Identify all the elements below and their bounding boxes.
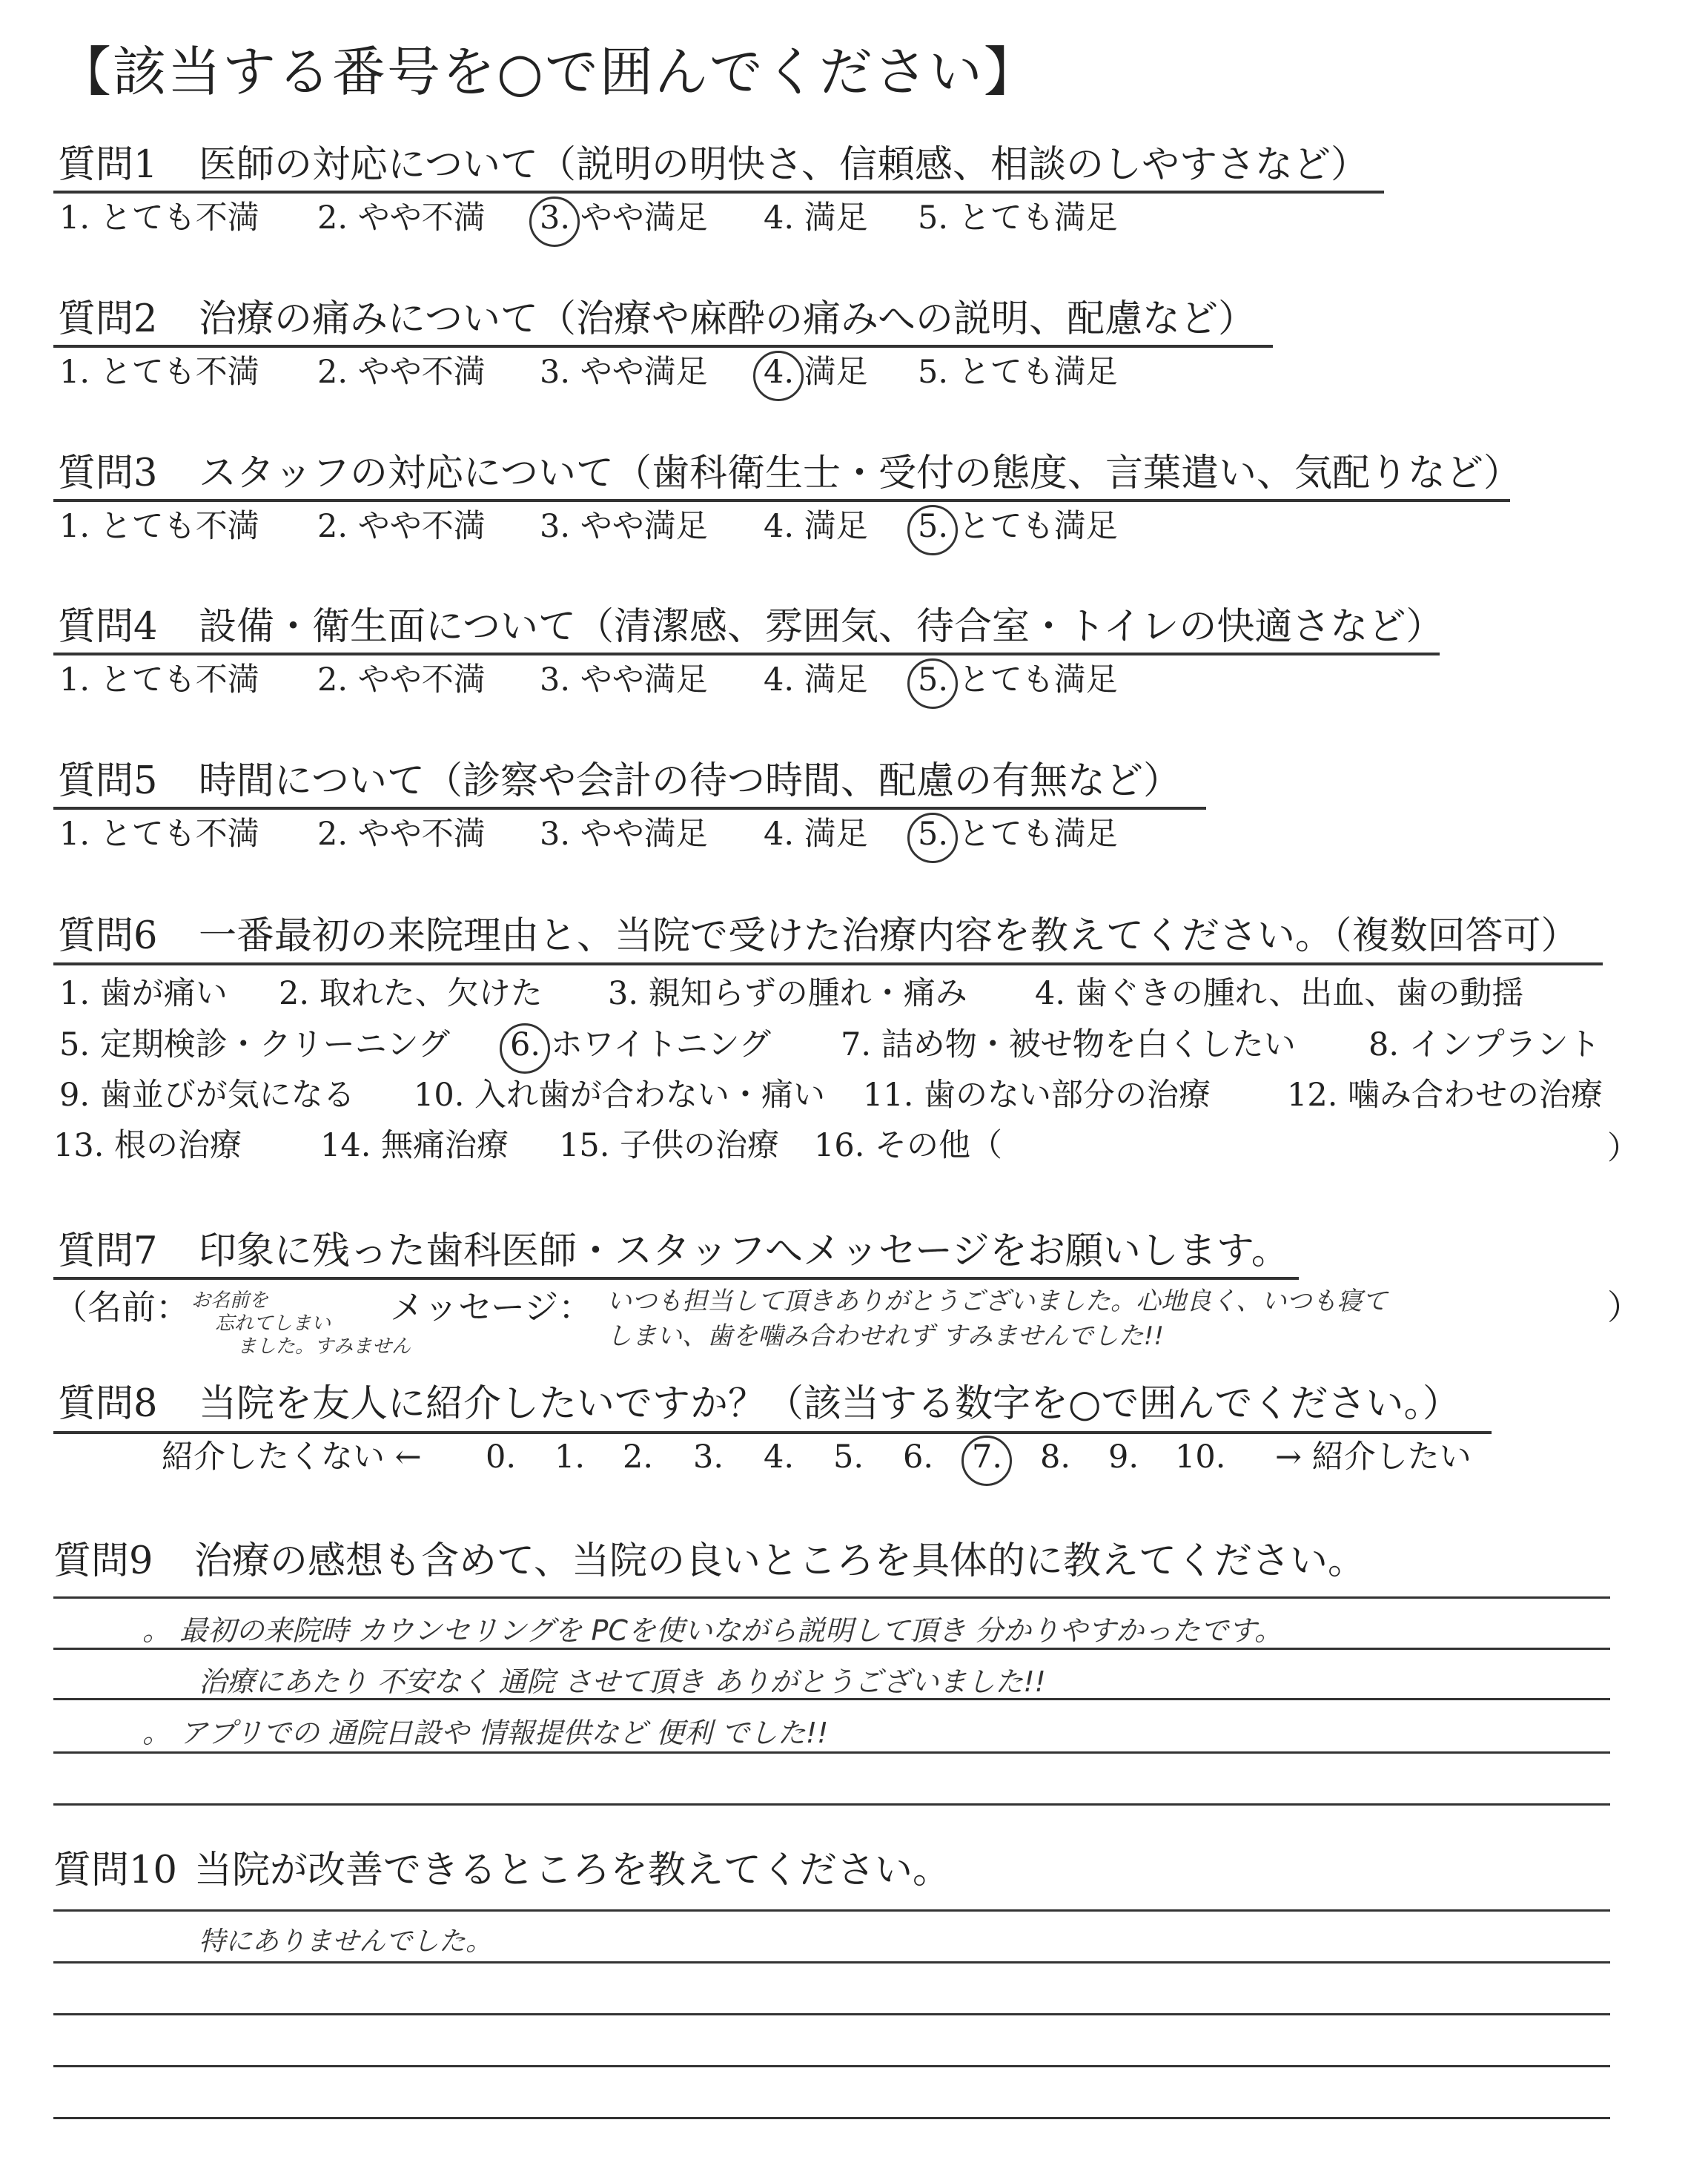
q3-label: 質問3 — [58, 452, 158, 495]
q9-line-4 — [53, 1751, 1610, 1754]
q1-option-2[interactable]: 2. やや不満 — [317, 199, 486, 237]
q7-text: 印象に残った歯科医師・スタッフへメッセージをお願いします。 — [199, 1229, 1289, 1273]
q7-message-label: メッセージ： — [390, 1287, 593, 1327]
q7-name-line3: ました。すみません — [237, 1335, 411, 1358]
q8-text: 当院を友人に紹介したいですか？（該当する数字を○で囲んでください。） — [199, 1382, 1461, 1426]
q1-text: 医師の対応について（説明の明快さ、信頼感、相談のしやすさなど） — [199, 143, 1368, 187]
q6-option[interactable]: 15. 子供の治療 — [559, 1127, 780, 1164]
q9-text: 治療の感想も含めて、当院の良いところを具体的に教えてください。 — [194, 1539, 1366, 1583]
q6-option[interactable]: 3. 親知らずの腫れ・痛み — [608, 975, 967, 1012]
q6-option[interactable]: 10. 入れ歯が合わない・痛い — [414, 1077, 826, 1114]
q8-scale-option[interactable]: 9. — [1108, 1439, 1139, 1476]
q1-option-1[interactable]: 1. とても不満 — [59, 199, 259, 237]
q7-underline — [53, 1277, 1299, 1280]
q1-option-5[interactable]: 5. とても満足 — [918, 199, 1118, 237]
q7-name-label: （名前： — [53, 1287, 190, 1327]
q10-answer-line-1: 特にありませんでした。 — [199, 1926, 493, 1957]
q6-label: 質問6 — [58, 914, 158, 958]
q2-option-4[interactable]: 4. 満足 — [764, 354, 868, 391]
q3-option-5[interactable]: 5. とても満足 — [918, 508, 1118, 545]
q2-option-2[interactable]: 2. やや不満 — [317, 354, 486, 391]
q10-text: 当院が改善できるところを教えてください。 — [194, 1849, 951, 1892]
q7-message-line1: いつも担当して頂きありがとうございました。心地良く、いつも寝て — [606, 1287, 1388, 1316]
q8-scale-option[interactable]: 10. — [1175, 1439, 1226, 1476]
q8-right-label: → 紹介したい — [1275, 1439, 1472, 1476]
q6-option[interactable]: 12. 噛み合わせの治療 — [1287, 1077, 1603, 1114]
q2-option-1[interactable]: 1. とても不満 — [59, 354, 259, 391]
q2-label: 質問2 — [58, 297, 158, 341]
q5-option-2[interactable]: 2. やや不満 — [317, 816, 486, 853]
q8-scale-option[interactable]: 8. — [1040, 1439, 1071, 1476]
q1-heading — [58, 142, 1368, 188]
q5-label: 質問5 — [58, 759, 158, 803]
q7-name-line2: 忘れてしまい — [215, 1312, 331, 1335]
q4-option-3[interactable]: 3. やや満足 — [540, 661, 708, 698]
q3-text: スタッフの対応について（歯科衛生士・受付の態度、言葉遣い、気配りなど） — [199, 452, 1521, 495]
q2-text: 治療の痛みについて（治療や麻酔の痛みへの説明、配慮など） — [199, 297, 1256, 341]
q6-option[interactable]: 13. 根の治療 — [53, 1127, 242, 1164]
q3-option-1[interactable]: 1. とても不満 — [59, 508, 259, 545]
q6-option[interactable]: 6. ホワイトニング — [510, 1026, 771, 1063]
q6-option[interactable]: 4. 歯ぐきの腫れ、出血、歯の動揺 — [1035, 975, 1524, 1012]
q9-heading — [53, 1539, 1366, 1585]
q9-answer-line-1: 。 最初の来院時 カウンセリングを PCを使いながら説明して頂き 分かりやすかったです。 — [142, 1614, 1282, 1647]
q5-option-1[interactable]: 1. とても不満 — [59, 816, 259, 853]
q6-underline — [53, 962, 1603, 965]
q1-label: 質問1 — [58, 143, 158, 187]
q10-line-4 — [53, 2065, 1610, 2067]
q8-scale-option[interactable]: 0. — [486, 1439, 517, 1476]
q3-option-3[interactable]: 3. やや満足 — [540, 508, 708, 545]
q5-text: 時間について（診察や会計の待つ時間、配慮の有無など） — [199, 759, 1181, 803]
q4-option-1[interactable]: 1. とても不満 — [59, 661, 259, 698]
q2-option-3[interactable]: 3. やや満足 — [540, 354, 708, 391]
page-title: 【該当する番号を○で囲んでください】 — [58, 41, 1039, 103]
q10-heading — [53, 1848, 950, 1894]
q3-underline — [53, 499, 1510, 502]
q8-underline — [53, 1431, 1492, 1434]
q8-scale-option[interactable]: 1. — [555, 1439, 586, 1476]
q7-close-paren: ） — [1607, 1287, 1641, 1327]
q6-close-paren: ） — [1607, 1130, 1639, 1167]
q6-option[interactable]: 16. その他（ — [814, 1127, 1003, 1164]
q2-underline — [53, 345, 1273, 348]
q3-option-4[interactable]: 4. 満足 — [764, 508, 868, 545]
q6-option[interactable]: 8. インプラント — [1368, 1026, 1601, 1063]
q6-option[interactable]: 5. 定期検診・クリーニング — [59, 1026, 450, 1063]
q1-option-4[interactable]: 4. 満足 — [764, 199, 868, 237]
q10-line-3 — [53, 2013, 1610, 2015]
q7-name-line1: お名前を — [191, 1289, 269, 1312]
q4-heading — [58, 604, 1443, 650]
q8-scale-option[interactable]: 3. — [693, 1439, 724, 1476]
q8-scale-option[interactable]: 6. — [903, 1439, 934, 1476]
q2-option-5[interactable]: 5. とても満足 — [918, 354, 1118, 391]
q4-text: 設備・衛生面について（清潔感、雰囲気、待合室・トイレの快適さなど） — [199, 605, 1444, 649]
q8-left-label: 紹介したくない ← — [162, 1439, 422, 1476]
q5-option-4[interactable]: 4. 満足 — [764, 816, 868, 853]
q7-heading — [58, 1229, 1289, 1275]
q7-message-line2: しまい、歯を噛み合わせれず すみませんでした!! — [606, 1321, 1165, 1351]
q3-option-2[interactable]: 2. やや不満 — [317, 508, 486, 545]
q8-scale-option[interactable]: 5. — [833, 1439, 864, 1476]
q9-answer-line-3: 。 アプリでの 通院日設や 情報提供など 便利 でした!! — [142, 1717, 829, 1749]
q6-option[interactable]: 14. 無痛治療 — [320, 1127, 509, 1164]
q8-heading — [58, 1381, 1460, 1427]
q6-option[interactable]: 11. 歯のない部分の治療 — [863, 1077, 1211, 1114]
q10-line-2 — [53, 1961, 1610, 1964]
q7-label: 質問7 — [58, 1229, 158, 1273]
q6-text: 一番最初の来院理由と、当院で受けた治療内容を教えてください。（複数回答可） — [199, 914, 1579, 958]
q6-heading — [58, 914, 1579, 960]
q6-option[interactable]: 7. 詰め物・被せ物を白くしたい — [841, 1026, 1296, 1063]
q4-label: 質問4 — [58, 605, 158, 649]
q8-label: 質問8 — [58, 1382, 158, 1426]
q6-option[interactable]: 2. 取れた、欠けた — [279, 975, 543, 1012]
q4-option-4[interactable]: 4. 満足 — [764, 661, 868, 698]
q8-scale-option[interactable]: 4. — [764, 1439, 795, 1476]
q8-scale-option[interactable]: 7. — [972, 1439, 1003, 1476]
q4-option-2[interactable]: 2. やや不満 — [317, 661, 486, 698]
q5-option-3[interactable]: 3. やや満足 — [540, 816, 708, 853]
q10-line-1 — [53, 1909, 1610, 1912]
q9-line-5 — [53, 1803, 1610, 1806]
q1-underline — [53, 191, 1384, 194]
q5-heading — [58, 759, 1181, 805]
q5-underline — [53, 807, 1206, 810]
q3-heading — [58, 451, 1521, 497]
q10-label: 質問10 — [53, 1849, 177, 1892]
q9-answer-line-2: 治療にあたり 不安なく 通院 させて頂き ありがとうございました!! — [199, 1665, 1046, 1698]
q4-underline — [53, 653, 1440, 655]
q6-option[interactable]: 1. 歯が痛い — [59, 975, 228, 1012]
q1-option-3[interactable]: 3. やや満足 — [540, 199, 708, 237]
q9-line-1 — [53, 1596, 1610, 1599]
q10-line-5 — [53, 2117, 1610, 2119]
q8-scale-option[interactable]: 2. — [623, 1439, 654, 1476]
q5-option-5[interactable]: 5. とても満足 — [918, 816, 1118, 853]
q2-heading — [58, 297, 1256, 343]
q9-label: 質問9 — [53, 1539, 153, 1583]
q6-option[interactable]: 9. 歯並びが気になる — [59, 1077, 355, 1114]
q4-option-5[interactable]: 5. とても満足 — [918, 661, 1118, 698]
